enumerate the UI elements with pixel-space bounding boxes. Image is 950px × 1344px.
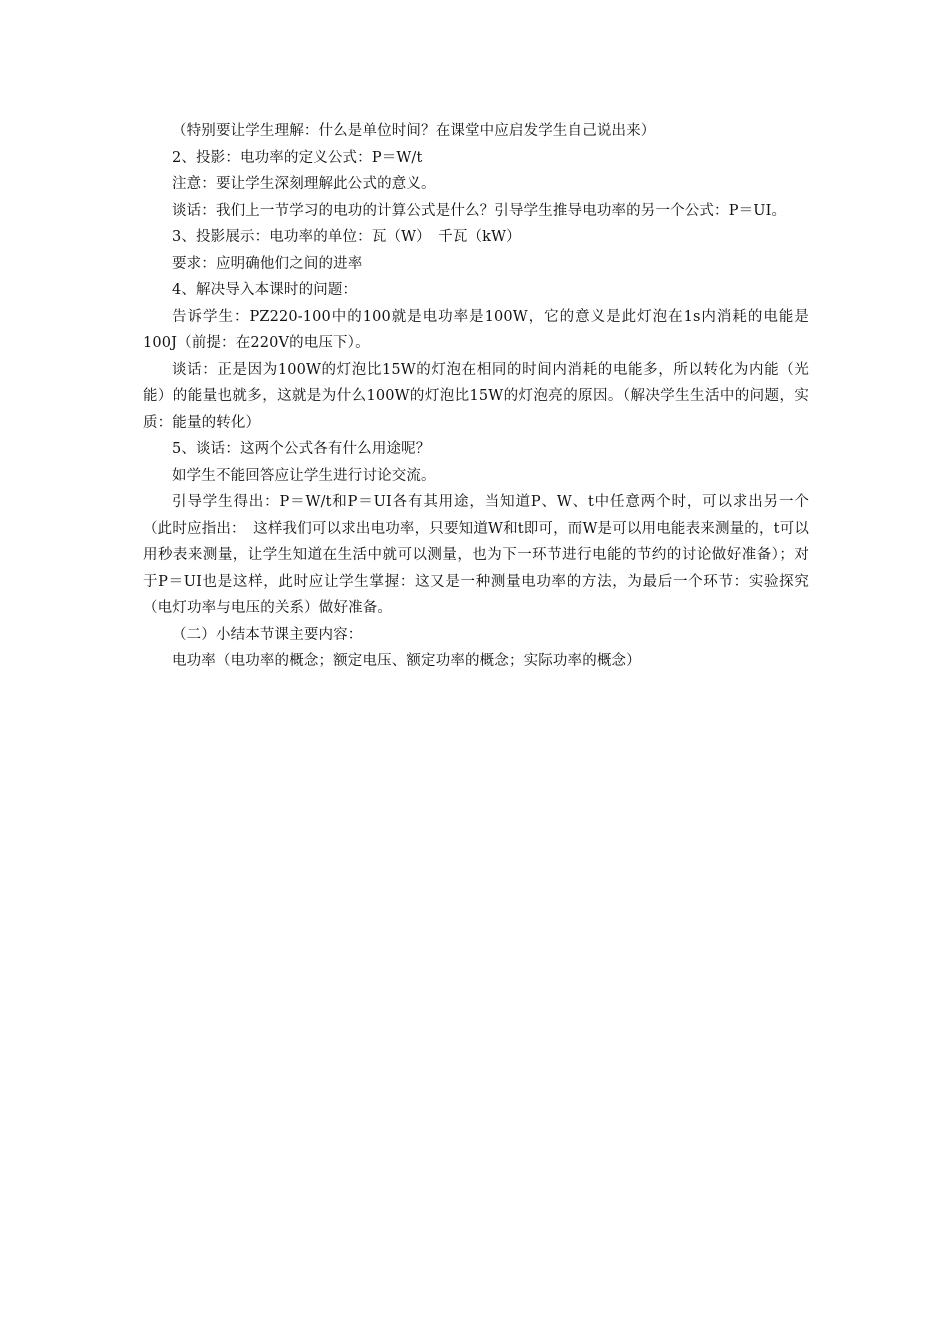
paragraph-definition-formula: 2、投影：电功率的定义公式：P＝W/t [172,149,423,166]
paragraph-summary-heading: （二）小结本节课主要内容： [172,626,363,643]
paragraph-guide-conclusion: 引导学生得出：P＝W/t和P＝UI各有其用途，当知道P、W、t中任意两个时，可以求出另一个（此时应指出： 这样我们可以求出电功率，只要知道W和t即可，而W是可以用电能表来测量的，t可以用秒表来测量，让学生知道在生活中就可以测量，也为下一环节进行电能的节约的讨论做好准备）；对于P＝UI也是这样，此时应让学生掌握：这又是一种测量电功率的方法，为最后一个环节：实验探究（电灯功率与电压的关系）做好准备。 [143,494,809,616]
paragraph-derive-formula: 谈话：我们上一节学习的电功的计算公式是什么？引导学生推导电功率的另一个公式：P＝UI。 [172,202,787,219]
paragraph-solve-question: 4、解决导入本课时的问题： [172,282,358,298]
paragraph-requirement: 要求：应明确他们之间的进率 [172,255,363,272]
paragraph-discussion: 如学生不能回答应让学生进行讨论交流。 [172,467,436,484]
paragraph-bulb-comparison: 谈话：正是因为100W的灯泡比15W的灯泡在相同的时间内消耗的电能多，所以转化为内能（光能）的能量也就多，这就是为什么100W的灯泡比15W的灯泡亮的原因。（解决学生生活中的问题，实质：能量的转化） [143,361,809,431]
paragraph-tell-students: 告诉学生：PZ220-100中的100就是电功率是100W，它的意义是此灯泡在1s内消耗的电能是100J（前提：在220V的电压下）。 [143,308,809,351]
paragraph-attention: 注意：要让学生深刻理解此公式的意义。 [172,176,436,192]
paragraph-summary-content: 电功率（电功率的概念；额定电压、额定功率的概念；实际功率的概念） [172,653,641,669]
paragraph-understanding-note: （特别要让学生理解：什么是单位时间？在课堂中应启发学生自己说出来） [172,123,656,139]
document-body [143,118,809,675]
paragraph-formula-uses: 5、谈话：这两个公式各有什么用途呢？ [172,441,431,457]
paragraph-units: 3、投影展示：电功率的单位：瓦（W） 千瓦（kW） [172,229,521,245]
